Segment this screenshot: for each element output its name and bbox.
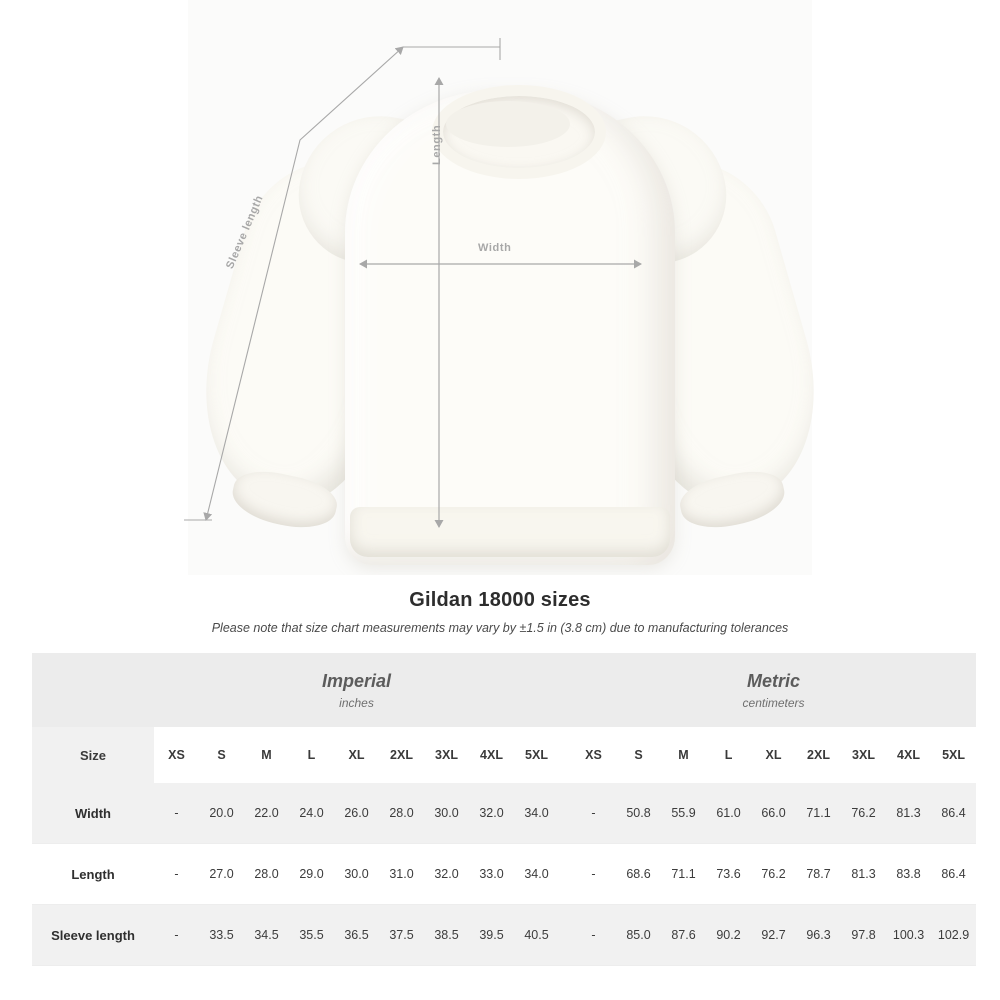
cell-width-metric-xl: 66.0 [751,783,796,844]
size-header-metric-4xl: 4XL [886,727,931,783]
cell-sleeve-imperial-4xl: 39.5 [469,905,514,966]
cell-sleeve-metric-m: 87.6 [661,905,706,966]
size-header-metric-xs: XS [571,727,616,783]
cell-sleeve-metric-4xl: 100.3 [886,905,931,966]
size-table-wrapper [32,653,968,966]
size-header-metric-3xl: 3XL [841,727,886,783]
cell-length-metric-3xl: 81.3 [841,844,886,905]
unit-header-gap [559,653,571,727]
cell-length-metric-xl: 76.2 [751,844,796,905]
imperial-unit-label: inches [339,695,374,710]
size-header-imperial-s: S [199,727,244,783]
cell-sleeve-metric-3xl: 97.8 [841,905,886,966]
width-annotation-label: Width [478,242,512,254]
cell-sleeve-imperial-3xl: 38.5 [424,905,469,966]
column-separator [559,905,571,966]
cell-length-imperial-3xl: 32.0 [424,844,469,905]
cell-width-imperial-m: 22.0 [244,783,289,844]
cell-width-metric-2xl: 71.1 [796,783,841,844]
size-header-imperial-m: M [244,727,289,783]
column-separator [559,844,571,905]
size-header-imperial-4xl: 4XL [469,727,514,783]
cell-sleeve-metric-xl: 92.7 [751,905,796,966]
imperial-header-cell [154,653,559,727]
cell-sleeve-metric-s: 85.0 [616,905,661,966]
cell-sleeve-imperial-m: 34.5 [244,905,289,966]
size-header-row [32,727,976,783]
column-separator [559,783,571,844]
column-separator [559,727,571,783]
row-label-width: Width [32,783,154,844]
cell-length-imperial-2xl: 31.0 [379,844,424,905]
size-header-imperial-2xl: 2XL [379,727,424,783]
cell-width-imperial-2xl: 28.0 [379,783,424,844]
cell-sleeve-imperial-s: 33.5 [199,905,244,966]
size-header-imperial-5xl: 5XL [514,727,559,783]
cell-length-imperial-xl: 30.0 [334,844,379,905]
table-row [32,905,976,966]
cell-width-imperial-xl: 26.0 [334,783,379,844]
cell-width-metric-m: 55.9 [661,783,706,844]
title-block [0,589,1000,635]
cell-length-metric-s: 68.6 [616,844,661,905]
size-header-metric-l: L [706,727,751,783]
cell-length-imperial-5xl: 34.0 [514,844,559,905]
cell-width-imperial-xs: - [154,783,199,844]
size-header-metric-m: M [661,727,706,783]
cell-width-metric-s: 50.8 [616,783,661,844]
unit-header-spacer [32,653,154,727]
unit-header-row [32,653,976,727]
row-label-sleeve-length: Sleeve length [32,905,154,966]
cell-sleeve-metric-xs: - [571,905,616,966]
cell-sleeve-metric-l: 90.2 [706,905,751,966]
page-title: Gildan 18000 sizes [409,589,591,611]
cell-length-metric-m: 71.1 [661,844,706,905]
cell-sleeve-imperial-xs: - [154,905,199,966]
cell-width-metric-3xl: 76.2 [841,783,886,844]
cell-sleeve-imperial-5xl: 40.5 [514,905,559,966]
size-header-imperial-3xl: 3XL [424,727,469,783]
cell-sleeve-imperial-l: 35.5 [289,905,334,966]
cell-length-imperial-xs: - [154,844,199,905]
cell-length-imperial-m: 28.0 [244,844,289,905]
cell-width-imperial-s: 20.0 [199,783,244,844]
cell-width-imperial-l: 24.0 [289,783,334,844]
cell-width-metric-4xl: 81.3 [886,783,931,844]
cell-width-imperial-5xl: 34.0 [514,783,559,844]
cell-width-imperial-3xl: 30.0 [424,783,469,844]
cell-width-metric-l: 61.0 [706,783,751,844]
size-header-imperial-xs: XS [154,727,199,783]
cell-length-imperial-4xl: 33.0 [469,844,514,905]
cell-length-metric-4xl: 83.8 [886,844,931,905]
cell-length-metric-l: 73.6 [706,844,751,905]
cell-sleeve-metric-5xl: 102.9 [931,905,976,966]
size-header-label: Size [32,727,154,783]
cell-width-imperial-4xl: 32.0 [469,783,514,844]
cell-length-imperial-l: 29.0 [289,844,334,905]
metric-header-cell [571,653,976,727]
cell-sleeve-metric-2xl: 96.3 [796,905,841,966]
size-header-metric-5xl: 5XL [931,727,976,783]
table-row [32,783,976,844]
metric-unit-label: centimeters [742,695,805,710]
cell-sleeve-imperial-xl: 36.5 [334,905,379,966]
cell-length-metric-xs: - [571,844,616,905]
metric-system-label: Metric [747,671,801,692]
cell-length-metric-5xl: 86.4 [931,844,976,905]
cell-length-metric-2xl: 78.7 [796,844,841,905]
size-header-metric-2xl: 2XL [796,727,841,783]
size-header-imperial-l: L [289,727,334,783]
row-label-length: Length [32,844,154,905]
size-header-metric-xl: XL [751,727,796,783]
cell-length-imperial-s: 27.0 [199,844,244,905]
length-annotation-label: Length [431,124,443,165]
imperial-system-label: Imperial [321,671,392,692]
sleeve-length-annotation-label: Sleeve length [224,193,266,271]
size-header-imperial-xl: XL [334,727,379,783]
size-table [32,653,976,966]
table-row [32,844,976,905]
tolerance-note: Please note that size chart measurements may vary by ±1.5 in (3.8 cm) due to manufacturing tolerances [211,621,789,635]
size-header-metric-s: S [616,727,661,783]
cell-width-metric-5xl: 86.4 [931,783,976,844]
cell-width-metric-xs: - [571,783,616,844]
cell-sleeve-imperial-2xl: 37.5 [379,905,424,966]
